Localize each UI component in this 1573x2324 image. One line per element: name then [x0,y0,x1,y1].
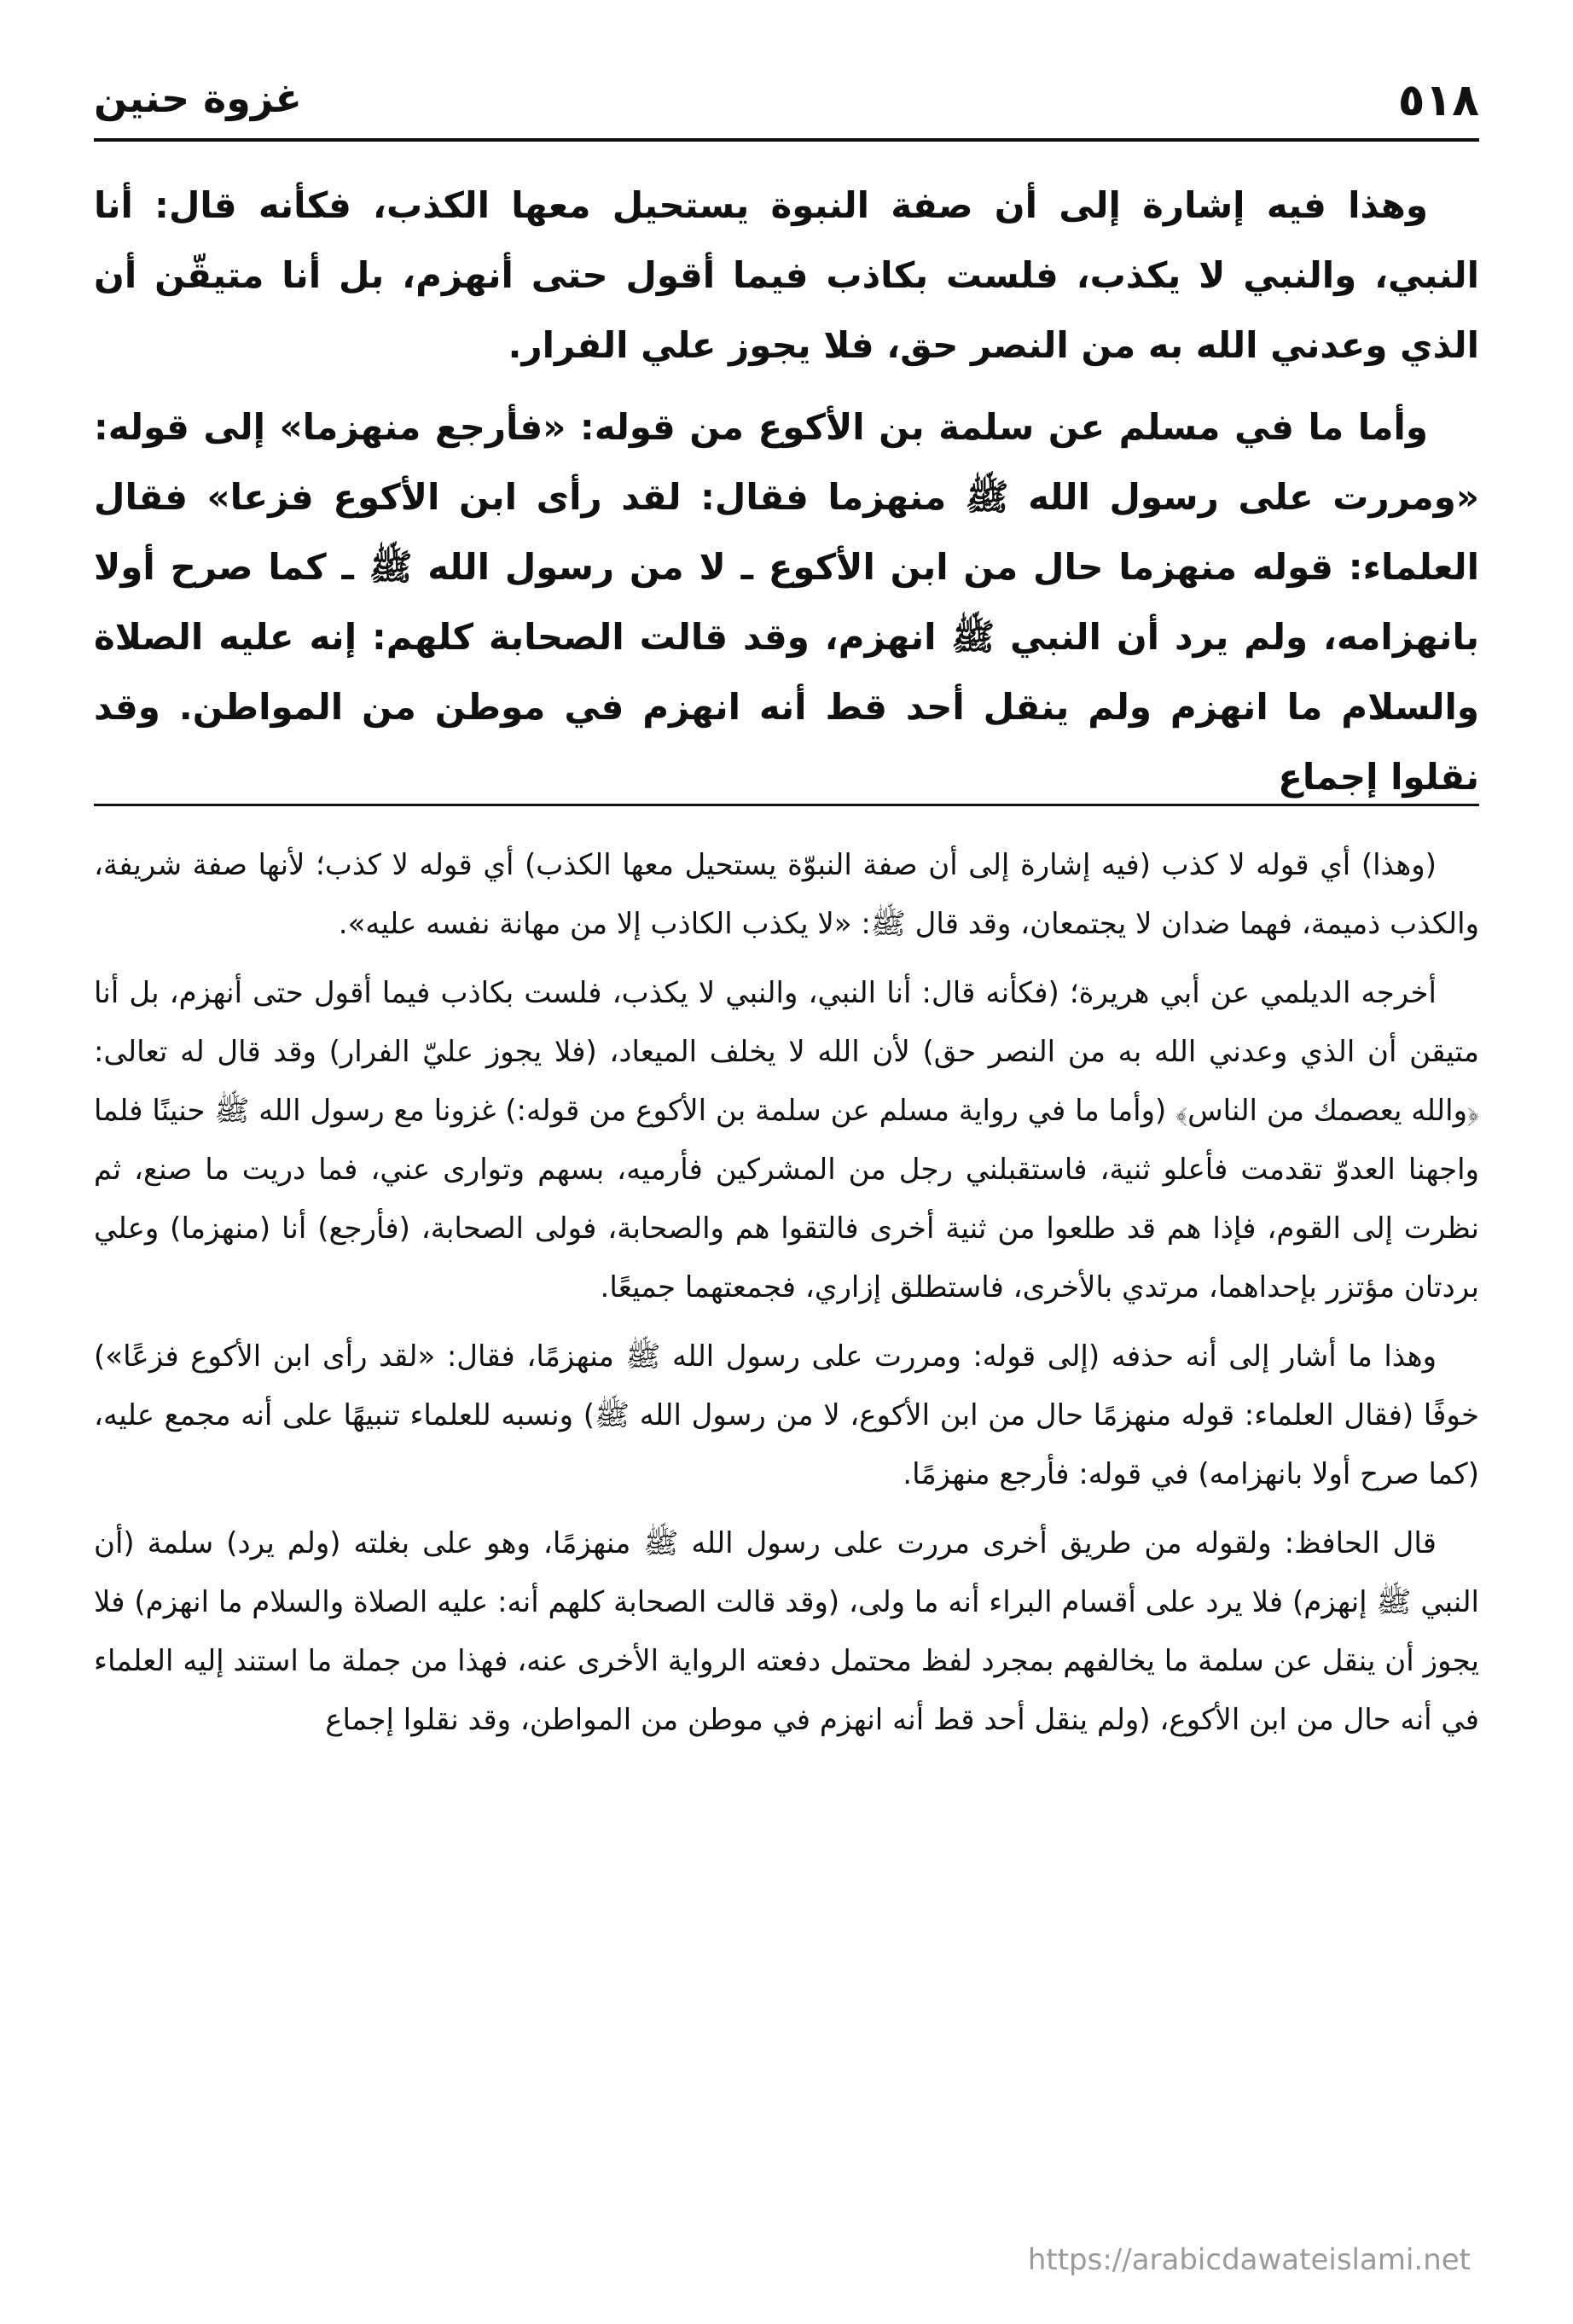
commentary-text [94,836,1479,1760]
header-rule [94,138,1479,142]
main-text [94,171,1479,824]
running-title: غزوة حنين [94,75,302,121]
main-paragraph: وأما ما في مسلم عن سلمة بن الأكوع من قوله: «فأرجع منهزما» إلى قوله: «ومررت على رسول الله ﷺ منهزما فقال: لقد رأى ابن الأكوع فزعا» فقال العلماء: قوله منهزما حال من ابن الأكوع ـ لا من رسول الله ﷺ ـ كما صرح أولا بانهزامه، ولم يرد أن النبي ﷺ انهزم، وقد قالت الصحابة كلهم: إنه عليه الصلاة والسلام ما انهزم ولم ينقل أحد قط أنه انهزم في موطن من المواطن. وقد نقلوا إجماع [94,406,1479,798]
commentary-paragraph: أخرجه الديلمي عن أبي هريرة؛ (فكأنه قال: أنا النبي، والنبي لا يكذب، فلست بكاذب فيما أقول حتى أنهزم، بل أنا متيقن أن الذي وعدني الله به من النصر حق) لأن الله لا يخلف الميعاد، (فلا يجوز عليّ الفرار) وقد قال له تعالى: ﴿والله يعصمك من الناس﴾ (وأما ما في رواية مسلم عن سلمة بن الأكوع من قوله:) غزونا مع رسول الله ﷺ حنينًا فلما واجهنا العدوّ تقدمت فأعلو ثنية، فاستقبلني رجل من المشركين فأرميه، بسهم وتوارى عني، فما دريت ما صنع، ثم نظرت إلى القوم، فإذا هم قد طلعوا من ثنية أخرى فالتقوا هم والصحابة، فولى الصحابة، (فأرجع) أنا (منهزما) وعلي بردتان مؤتزر بإحداهما، مرتدي بالأخرى، فاستطلق إزاري، فجمعتهما جميعًا. [94,976,1479,1304]
commentary-paragraph: (وهذا) أي قوله لا كذب (فيه إشارة إلى أن صفة النبوّة يستحيل معها الكذب) أي قوله لا كذب؛ لأنها صفة شريفة، والكذب ذميمة، فهما ضدان لا يجتمعان، وقد قال ﷺ: «لا يكذب الكاذب إلا من مهانة نفسه عليه». [94,848,1479,941]
commentary-separator [94,804,1479,806]
commentary-paragraph: قال الحافظ: ولقوله من طريق أخرى مررت على رسول الله ﷺ منهزمًا، وهو على بغلته (ولم يرد) سلمة (أن النبي ﷺ إنهزم) فلا يرد على أقسام البراء أنه ما ولى، (وقد قالت الصحابة كلهم أنه: عليه الصلاة والسلام ما انهزم) فلا يجوز أن ينقل عن سلمة ما يخالفهم بمجرد لفظ محتمل دفعته الرواية الأخرى عنه، فهذا من جملة ما استند إليه العلماء في أنه حال من ابن الأكوع، (ولم ينقل أحد قط أنه انهزم في موطن من المواطن، وقد نقلوا إجماع [94,1526,1479,1737]
commentary-paragraph: وهذا ما أشار إلى أنه حذفه (إلى قوله: ومررت على رسول الله ﷺ منهزمًا، فقال: «لقد رأى ابن الأكوع فزعًا») خوفًا (فقال العلماء: قوله منهزمًا حال من ابن الأكوع، لا من رسول الله ﷺ) ونسبه للعلماء تنبيهًا على أنه مجمع عليه، (كما صرح أولا بانهزامه) في قوله: فأرجع منهزمًا. [94,1339,1479,1491]
page-number: ٥١٨ [1397,75,1479,126]
watermark-url: https://arabicdawateislami.net [1027,2243,1471,2277]
main-paragraph: وهذا فيه إشارة إلى أن صفة النبوة يستحيل معها الكذب، فكأنه قال: أنا النبي، والنبي لا يكذب، فلست بكاذب فيما أقول حتى أنهزم، بل أنا متيقّن أن الذي وعدني الله به من النصر حق، فلا يجوز علي الفرار. [94,184,1479,366]
page-header [94,60,1479,137]
